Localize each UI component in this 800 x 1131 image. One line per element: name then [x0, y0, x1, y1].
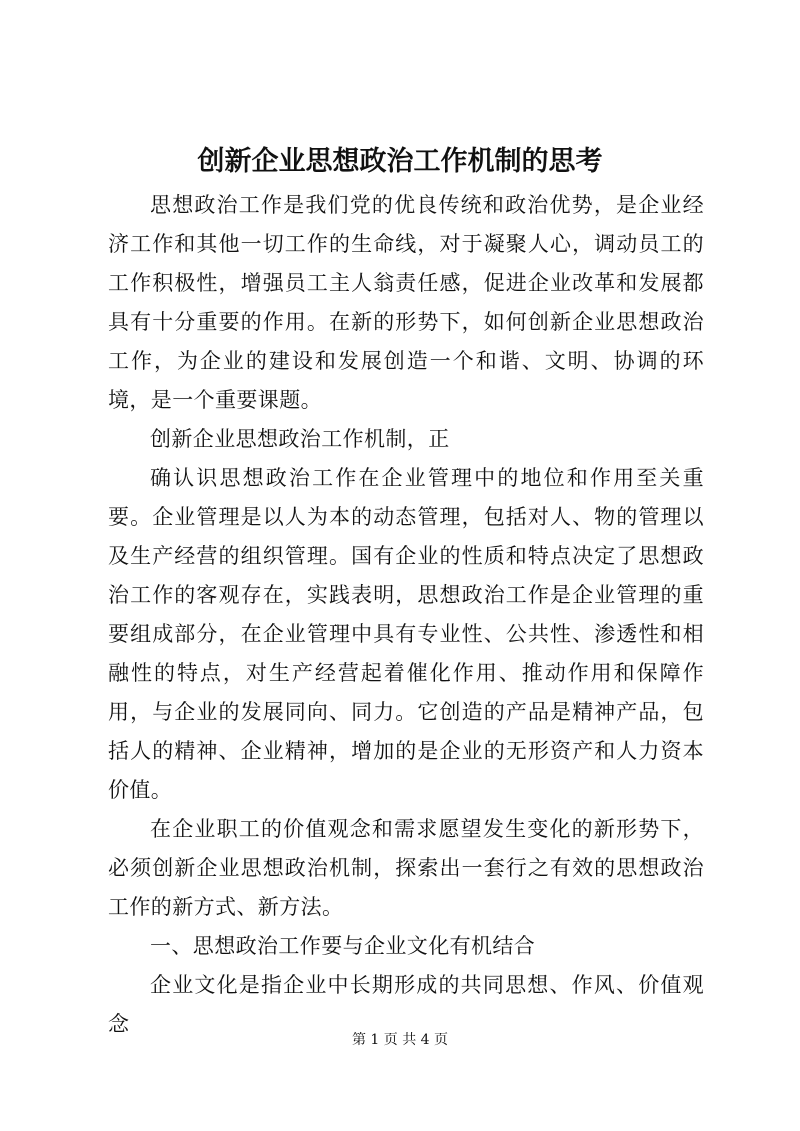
document-body — [108, 186, 704, 1044]
paragraph-role-of-political-work: 确认识思想政治工作在企业管理中的地位和作用至关重要。企业管理是以人为本的动态管理，包括对人、物的管理以及生产经营的组织管理。国有企业的性质和特点决定了思想政治工作的客观存在，实践表明，思想政治工作是企业管理的重要组成部分，在企业管理中具有专业性、公共性、渗透性和相融性的特点，对生产经营起着催化作用、推动作用和保障作用，与企业的发展同向、同力。它创造的产品是精神产品，包括人的精神、企业精神，增加的是企业的无形资产和人力资本价值。 — [108, 466, 704, 802]
page-footer: 第 1 页 共 4 页 — [351, 1032, 449, 1048]
paragraph-new-situation: 在企业职工的价值观念和需求愿望发生变化的新形势下，必须创新企业思想政治机制，探索出一套行之有效的思想政治工作的新方式、新方法。 — [108, 817, 704, 919]
paragraph-corporate-culture: 企业文化是指企业中长期形成的共同思想、作风、价值观念 — [108, 973, 704, 1036]
paragraph-mechanism-heading: 创新企业思想政治工作机制，正 — [150, 427, 450, 451]
section-heading-corporate-culture: 一、思想政治工作要与企业文化有机结合 — [150, 934, 536, 958]
paragraph-intro: 思想政治工作是我们党的优良传统和政治优势，是企业经济工作和其他一切工作的生命线，对于凝聚人心，调动员工的工作积极性，增强员工主人翁责任感，促进企业改革和发展都具有十分重要的作用。在新的形势下，如何创新企业思想政治工作，为企业的建设和发展创造一个和谐、文明、协调的环境，是一个重要课题。 — [108, 193, 704, 412]
document-title: 创新企业思想政治工作机制的思考 — [197, 146, 603, 177]
